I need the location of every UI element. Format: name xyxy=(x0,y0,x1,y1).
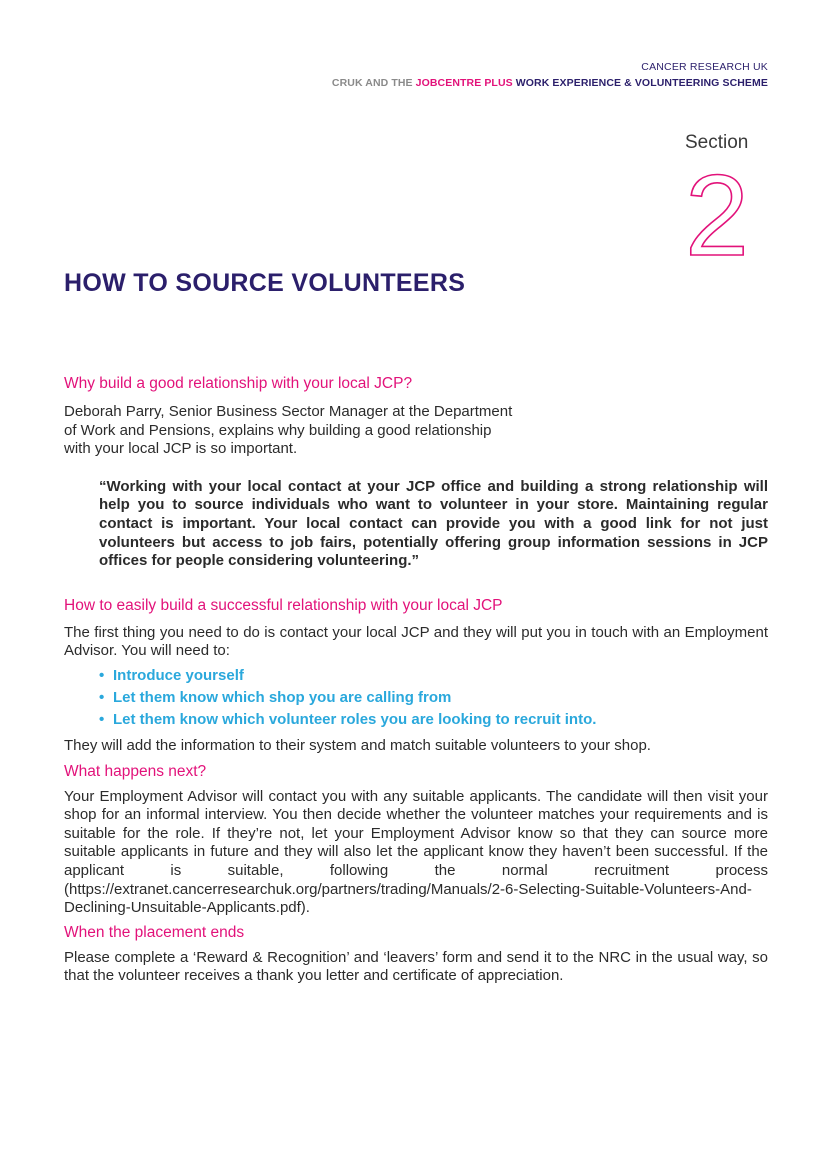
list-item-label: Introduce yourself xyxy=(113,666,244,684)
section-label: Section xyxy=(685,132,749,153)
header-scheme-part-3: WORK EXPERIENCE & VOLUNTEERING SCHEME xyxy=(512,77,768,89)
header-scheme-part-1: CRUK AND THE xyxy=(331,77,416,89)
ends-paragraph: Please complete a ‘Reward & Recognition’ and ‘leavers’ form and send it to the NRC in the usual way, so that the volunteer receives a thank you letter and certificate of appreciation. xyxy=(64,948,768,985)
next-paragraph: Your Employment Advisor will contact you with any suitable applicants. The candidate will then visit your shop for an informal interview. You then decide whether the volunteer matches your requirements and is suitable for the role. If they’re not, let your Employment Advisor know so that they can source more suitable applicants in future and they will also let the applicant know they haven’t been successful. If the applicant is suitable, following the normal recruitment process (https://extranet.cancerresearchuk.org/partners/trading/Manuals/2-6-Selecting-Suitable-Volunteers-And-Declining-Unsuitable-Applicants.pdf). xyxy=(64,787,768,917)
ends-heading: When the placement ends xyxy=(64,923,245,941)
section-number xyxy=(682,162,752,262)
next-heading: What happens next? xyxy=(64,762,207,780)
why-heading: Why build a good relationship with your local JCP? xyxy=(64,375,413,392)
header-scheme-title xyxy=(332,77,768,89)
how-paragraph: The first thing you need to do is contact your local JCP and they will put you in touch with an Employment Advisor. You will need to: xyxy=(64,623,768,660)
list-item-label: Let them know which shop you are calling from xyxy=(113,688,452,706)
section-number-glyph: 2 xyxy=(685,162,749,262)
main-content xyxy=(64,374,768,986)
list-item xyxy=(99,687,768,709)
bullet-icon: • xyxy=(99,710,105,728)
bullet-icon: • xyxy=(99,688,105,706)
header-organisation: CANCER RESEARCH UK xyxy=(641,61,768,73)
page-title: HOW TO SOURCE VOLUNTEERS xyxy=(64,269,466,297)
steps-list xyxy=(99,665,768,731)
quote-block: “Working with your local contact at your JCP office and building a strong relationship will help you to source individuals who want to volunteer in your store. Maintaining regular contact is important. Your local contact can provide you with a good link for not just volunteers but access to job fairs, potentially offering group information sessions in JCP offices for people considering volunteering.” xyxy=(99,477,768,570)
list-item-label: Let them know which volunteer roles you are looking to recruit into. xyxy=(113,710,597,728)
how-heading: How to easily build a successful relationship with your local JCP xyxy=(64,596,503,614)
list-item xyxy=(99,709,768,731)
bullet-icon: • xyxy=(99,666,105,684)
how-after-list: They will add the information to their system and match suitable volunteers to your shop. xyxy=(64,736,651,754)
why-intro: Deborah Parry, Senior Business Sector Manager at the Department of Work and Pensions, explains why building a good relationship with your local JCP is so important. xyxy=(64,403,513,458)
list-item xyxy=(99,665,768,687)
header-scheme-jobcentre: JOBCENTRE PLUS xyxy=(415,77,513,89)
